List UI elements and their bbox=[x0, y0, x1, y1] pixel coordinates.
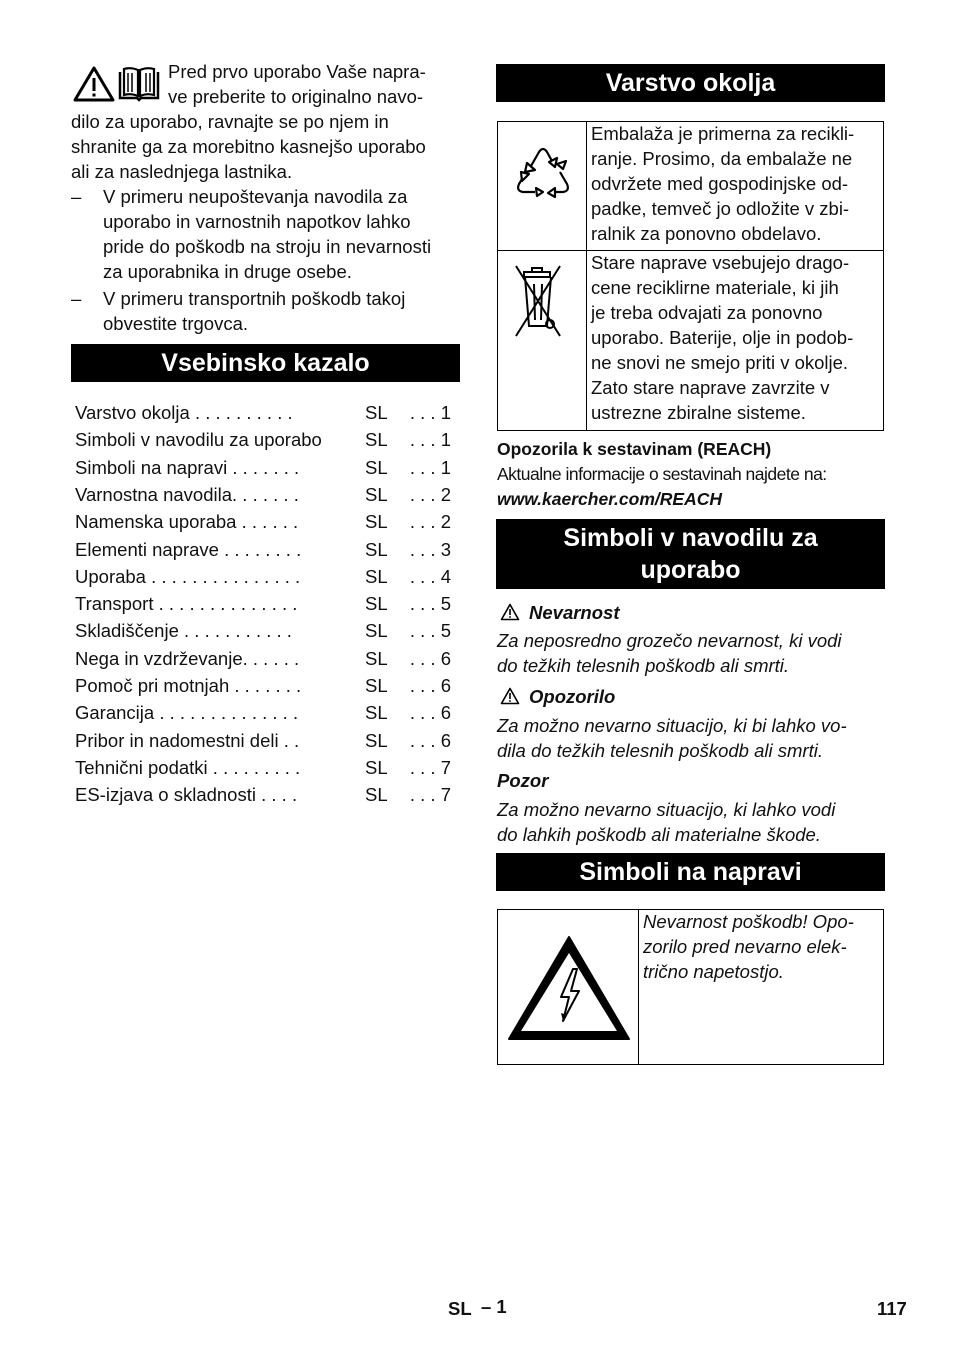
environment-heading bbox=[496, 64, 885, 102]
bullet-dash: – bbox=[71, 186, 82, 207]
toc-title: Varstvo okolja . . . . . . . . . . bbox=[75, 402, 293, 423]
toc-lang: SL bbox=[365, 702, 388, 723]
bullet-line: uporabo in varnostnih napotkov lahko bbox=[103, 211, 411, 232]
environment-heading-text: Varstvo okolja bbox=[605, 69, 776, 97]
toc-page: . . . 2 bbox=[409, 511, 451, 532]
toc-row bbox=[75, 617, 455, 644]
toc-lang: SL bbox=[365, 566, 388, 587]
toc-heading-text: Vsebinsko kazalo bbox=[161, 349, 370, 377]
toc-lang: SL bbox=[365, 648, 388, 669]
toc-title: Garancija . . . . . . . . . . . . . . bbox=[75, 702, 299, 723]
toc-row bbox=[75, 426, 455, 453]
toc-row bbox=[75, 563, 455, 590]
reach-text: Aktualne informacije o sestavinah najdete na: bbox=[497, 464, 827, 484]
recycle-text-line: odvržete med gospodinjske od- bbox=[591, 173, 849, 194]
bin-text-line: Stare naprave vsebujejo drago- bbox=[591, 252, 850, 273]
device-symbol-text-line: Nevarnost poškodb! Opo- bbox=[643, 911, 854, 932]
danger-triangle-icon bbox=[500, 603, 520, 621]
bin-text-line: uporabo. Baterije, olje in podob- bbox=[591, 327, 854, 348]
toc-lang: SL bbox=[365, 784, 388, 805]
bullet-line: pride do poškodb na stroju in nevarnosti bbox=[103, 236, 432, 257]
reach-url: www.kaercher.com/REACH bbox=[497, 489, 722, 509]
toc-row bbox=[75, 781, 455, 808]
footer-section-label: SL bbox=[448, 1298, 472, 1319]
bin-text-line: cene reciklirne materiale, ki jih bbox=[591, 277, 839, 298]
toc-row bbox=[75, 672, 455, 699]
recycle-text-line: ranje. Prosimo, da embalaže ne bbox=[591, 148, 853, 169]
bin-text-line: je treba odvajati za ponovno bbox=[591, 302, 823, 323]
table-divider-vertical bbox=[586, 121, 587, 431]
toc-page: . . . 6 bbox=[409, 675, 451, 696]
warning-triangle-icon bbox=[73, 66, 115, 102]
bin-text-line: ne snovi ne smejo priti v okolje. bbox=[591, 352, 849, 373]
intro-text-line: ve preberite to originalno navo- bbox=[168, 86, 424, 107]
toc-page: . . . 3 bbox=[409, 539, 451, 560]
toc-row bbox=[75, 481, 455, 508]
caution-text-line: Za možno nevarno situacijo, ki lahko vodi bbox=[497, 799, 836, 820]
toc-page: . . . 6 bbox=[409, 730, 451, 751]
caution-text-line: do lahkih poškodb ali materialne škode. bbox=[497, 824, 821, 845]
warning-text-line: dila do težkih telesnih poškodb ali smrti. bbox=[497, 740, 823, 761]
warning-small-triangle-icon bbox=[500, 687, 520, 705]
intro-text-line: shranite ga za morebitno kasnejšo uporabo bbox=[71, 136, 426, 157]
toc-row bbox=[75, 590, 455, 617]
toc-row bbox=[75, 399, 455, 426]
recycle-text-line: padke, temveč jo odložite v zbi- bbox=[591, 198, 850, 219]
toc-lang: SL bbox=[365, 757, 388, 778]
device-symbol-text-line: zorilo pred nevarno elek- bbox=[643, 936, 847, 957]
toc-title: Pomoč pri motnjah . . . . . . . bbox=[75, 675, 302, 696]
danger-text-line: do težkih telesnih poškodb ali smrti. bbox=[497, 655, 790, 676]
toc-title: Skladiščenje . . . . . . . . . . . bbox=[75, 620, 292, 641]
bin-text-line: ustrezne zbiralne sisteme. bbox=[591, 402, 806, 423]
bullet-line: V primeru neupoštevanja navodila za bbox=[103, 186, 408, 207]
device-symbols-heading bbox=[496, 853, 885, 891]
danger-title: Nevarnost bbox=[529, 602, 620, 623]
footer-page-number: 117 bbox=[877, 1298, 907, 1319]
bullet-line: obvestite trgovca. bbox=[103, 313, 248, 334]
table-divider-vertical bbox=[638, 909, 639, 1065]
toc-lang: SL bbox=[365, 675, 388, 696]
bullet-line: za uporabnika in druge osebe. bbox=[103, 261, 352, 282]
toc-page: . . . 5 bbox=[409, 620, 451, 641]
warning-title: Opozorilo bbox=[529, 686, 616, 707]
toc-lang: SL bbox=[365, 402, 388, 423]
manual-symbols-heading-line: Simboli v navodilu za bbox=[563, 524, 818, 552]
toc-page: . . . 6 bbox=[409, 648, 451, 669]
danger-text-line: Za neposredno grozečo nevarnost, ki vodi bbox=[497, 630, 842, 651]
intro-text-line: dilo za uporabo, ravnajte se po njem in bbox=[71, 111, 389, 132]
toc-page: . . . 1 bbox=[409, 402, 451, 423]
device-symbol-text-line: trično napetostjo. bbox=[643, 961, 784, 982]
toc-heading bbox=[71, 344, 460, 382]
footer-page-label: – 1 bbox=[481, 1296, 507, 1317]
toc-title: Varnostna navodila. . . . . . . bbox=[75, 484, 299, 505]
recycle-text-line: ralnik za ponovno obdelavo. bbox=[591, 223, 822, 244]
reach-heading: Opozorila k sestavinam (REACH) bbox=[497, 439, 772, 459]
toc-title: Nega in vzdrževanje. . . . . . bbox=[75, 648, 300, 669]
toc-page: . . . 2 bbox=[409, 484, 451, 505]
toc-row bbox=[75, 754, 455, 781]
toc-lang: SL bbox=[365, 484, 388, 505]
toc-row bbox=[75, 454, 455, 481]
toc-page: . . . 4 bbox=[409, 566, 451, 587]
toc-title: Tehnični podatki . . . . . . . . . bbox=[75, 757, 301, 778]
crossed-bin-icon bbox=[510, 262, 566, 342]
toc-page: . . . 7 bbox=[409, 784, 451, 805]
toc-lang: SL bbox=[365, 457, 388, 478]
manual-symbols-heading bbox=[496, 519, 885, 589]
toc-lang: SL bbox=[365, 511, 388, 532]
intro-text-line: Pred prvo uporabo Vaše napra- bbox=[168, 61, 426, 82]
intro-text-line: ali za naslednjega lastnika. bbox=[71, 161, 293, 182]
bullet-line: V primeru transportnih poškodb takoj bbox=[103, 288, 406, 309]
toc-title: Simboli v navodilu za uporabo bbox=[75, 429, 322, 450]
recycle-icon bbox=[505, 136, 581, 212]
device-symbols-heading-text: Simboli na napravi bbox=[579, 858, 802, 886]
toc-lang: SL bbox=[365, 539, 388, 560]
toc-page: . . . 7 bbox=[409, 757, 451, 778]
toc-row bbox=[75, 645, 455, 672]
toc-page: . . . 5 bbox=[409, 593, 451, 614]
recycle-text-line: Embalaža je primerna za recikli- bbox=[591, 123, 855, 144]
manual-book-icon bbox=[117, 66, 161, 102]
toc-title: ES-izjava o skladnosti . . . . bbox=[75, 784, 298, 805]
toc-title: Uporaba . . . . . . . . . . . . . . . bbox=[75, 566, 301, 587]
toc-lang: SL bbox=[365, 429, 388, 450]
toc-lang: SL bbox=[365, 730, 388, 751]
toc-row bbox=[75, 508, 455, 535]
warning-text-line: Za možno nevarno situacijo, ki bi lahko vo- bbox=[497, 715, 847, 736]
toc-title: Namenska uporaba . . . . . . bbox=[75, 511, 299, 532]
toc-page: . . . 6 bbox=[409, 702, 451, 723]
toc-lang: SL bbox=[365, 593, 388, 614]
manual-symbols-heading-line: uporabo bbox=[640, 556, 741, 584]
high-voltage-warning-icon bbox=[505, 933, 633, 1043]
bin-text-line: Zato stare naprave zavrzite v bbox=[591, 377, 830, 398]
toc-lang: SL bbox=[365, 620, 388, 641]
bullet-dash: – bbox=[71, 288, 82, 309]
toc-page: . . . 1 bbox=[409, 457, 451, 478]
toc-row bbox=[75, 699, 455, 726]
caution-title: Pozor bbox=[497, 770, 549, 791]
toc-title: Simboli na napravi . . . . . . . bbox=[75, 457, 300, 478]
toc-title: Elementi naprave . . . . . . . . bbox=[75, 539, 302, 560]
toc-row bbox=[75, 727, 455, 754]
toc-title: Pribor in nadomestni deli . . bbox=[75, 730, 300, 751]
toc-title: Transport . . . . . . . . . . . . . . bbox=[75, 593, 298, 614]
toc-row bbox=[75, 536, 455, 563]
toc-page: . . . 1 bbox=[409, 429, 451, 450]
